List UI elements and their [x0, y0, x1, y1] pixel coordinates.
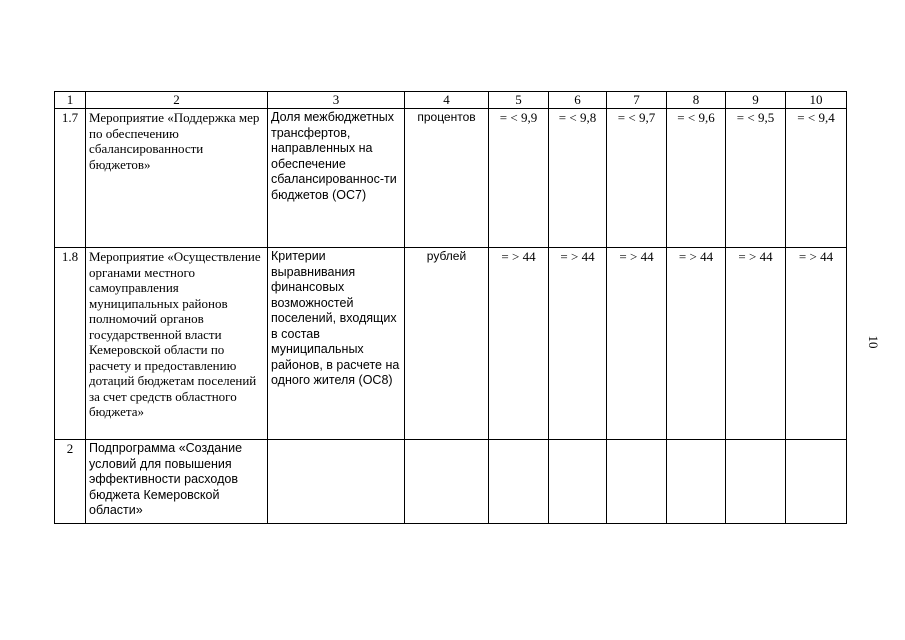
column-header: 9	[726, 92, 786, 109]
event-name: Мероприятие «Осуществление органами местного самоуправления муниципальных районов полномочий органов государственной власти Кемеровской области по расчету и предоставлению дотаций бюджетам поселений за счет средств областного бюджета»	[86, 248, 268, 440]
column-header: 2	[86, 92, 268, 109]
column-number-row	[55, 92, 847, 109]
column-header: 8	[667, 92, 726, 109]
target-value: = < 9,6	[667, 109, 726, 248]
page-number: 10	[866, 335, 881, 349]
row-number: 1.8	[55, 248, 86, 440]
target-value: = > 44	[726, 248, 786, 440]
subprogram-name: Подпрограмма «Создание условий для повышения эффективности расходов бюджета Кемеровской области»	[86, 440, 268, 524]
target-value: = < 9,5	[726, 109, 786, 248]
column-header: 3	[268, 92, 405, 109]
column-header: 10	[786, 92, 847, 109]
indicator-name: Критерии выравнивания финансовых возможностей поселений, входящих в состав муниципальных районов, в расчете на одного жителя (ОС8)	[268, 248, 405, 440]
empty-cell	[405, 440, 489, 524]
target-value: = < 9,8	[549, 109, 607, 248]
target-value: = < 9,4	[786, 109, 847, 248]
target-value: = > 44	[667, 248, 726, 440]
column-header: 1	[55, 92, 86, 109]
empty-cell	[489, 440, 549, 524]
column-header: 6	[549, 92, 607, 109]
column-header: 7	[607, 92, 667, 109]
empty-cell	[549, 440, 607, 524]
indicators-table	[54, 91, 847, 524]
target-value: = > 44	[786, 248, 847, 440]
empty-cell	[726, 440, 786, 524]
column-header: 5	[489, 92, 549, 109]
row-number: 2	[55, 440, 86, 524]
unit-of-measure: процентов	[405, 109, 489, 248]
target-value: = > 44	[607, 248, 667, 440]
target-value: = < 9,9	[489, 109, 549, 248]
indicator-name: Доля межбюджетных трансфертов, направленных на обеспечение сбалансированнос-ти бюджетов (ОС7)	[268, 109, 405, 248]
table-row	[55, 248, 847, 440]
empty-cell	[607, 440, 667, 524]
table-row	[55, 109, 847, 248]
row-number: 1.7	[55, 109, 86, 248]
table-row	[55, 440, 847, 524]
empty-cell	[667, 440, 726, 524]
target-value: = < 9,7	[607, 109, 667, 248]
target-value: = > 44	[549, 248, 607, 440]
target-value: = > 44	[489, 248, 549, 440]
column-header: 4	[405, 92, 489, 109]
event-name: Мероприятие «Поддержка мер по обеспечению сбалансированности бюджетов»	[86, 109, 268, 248]
unit-of-measure: рублей	[405, 248, 489, 440]
empty-cell	[268, 440, 405, 524]
empty-cell	[786, 440, 847, 524]
